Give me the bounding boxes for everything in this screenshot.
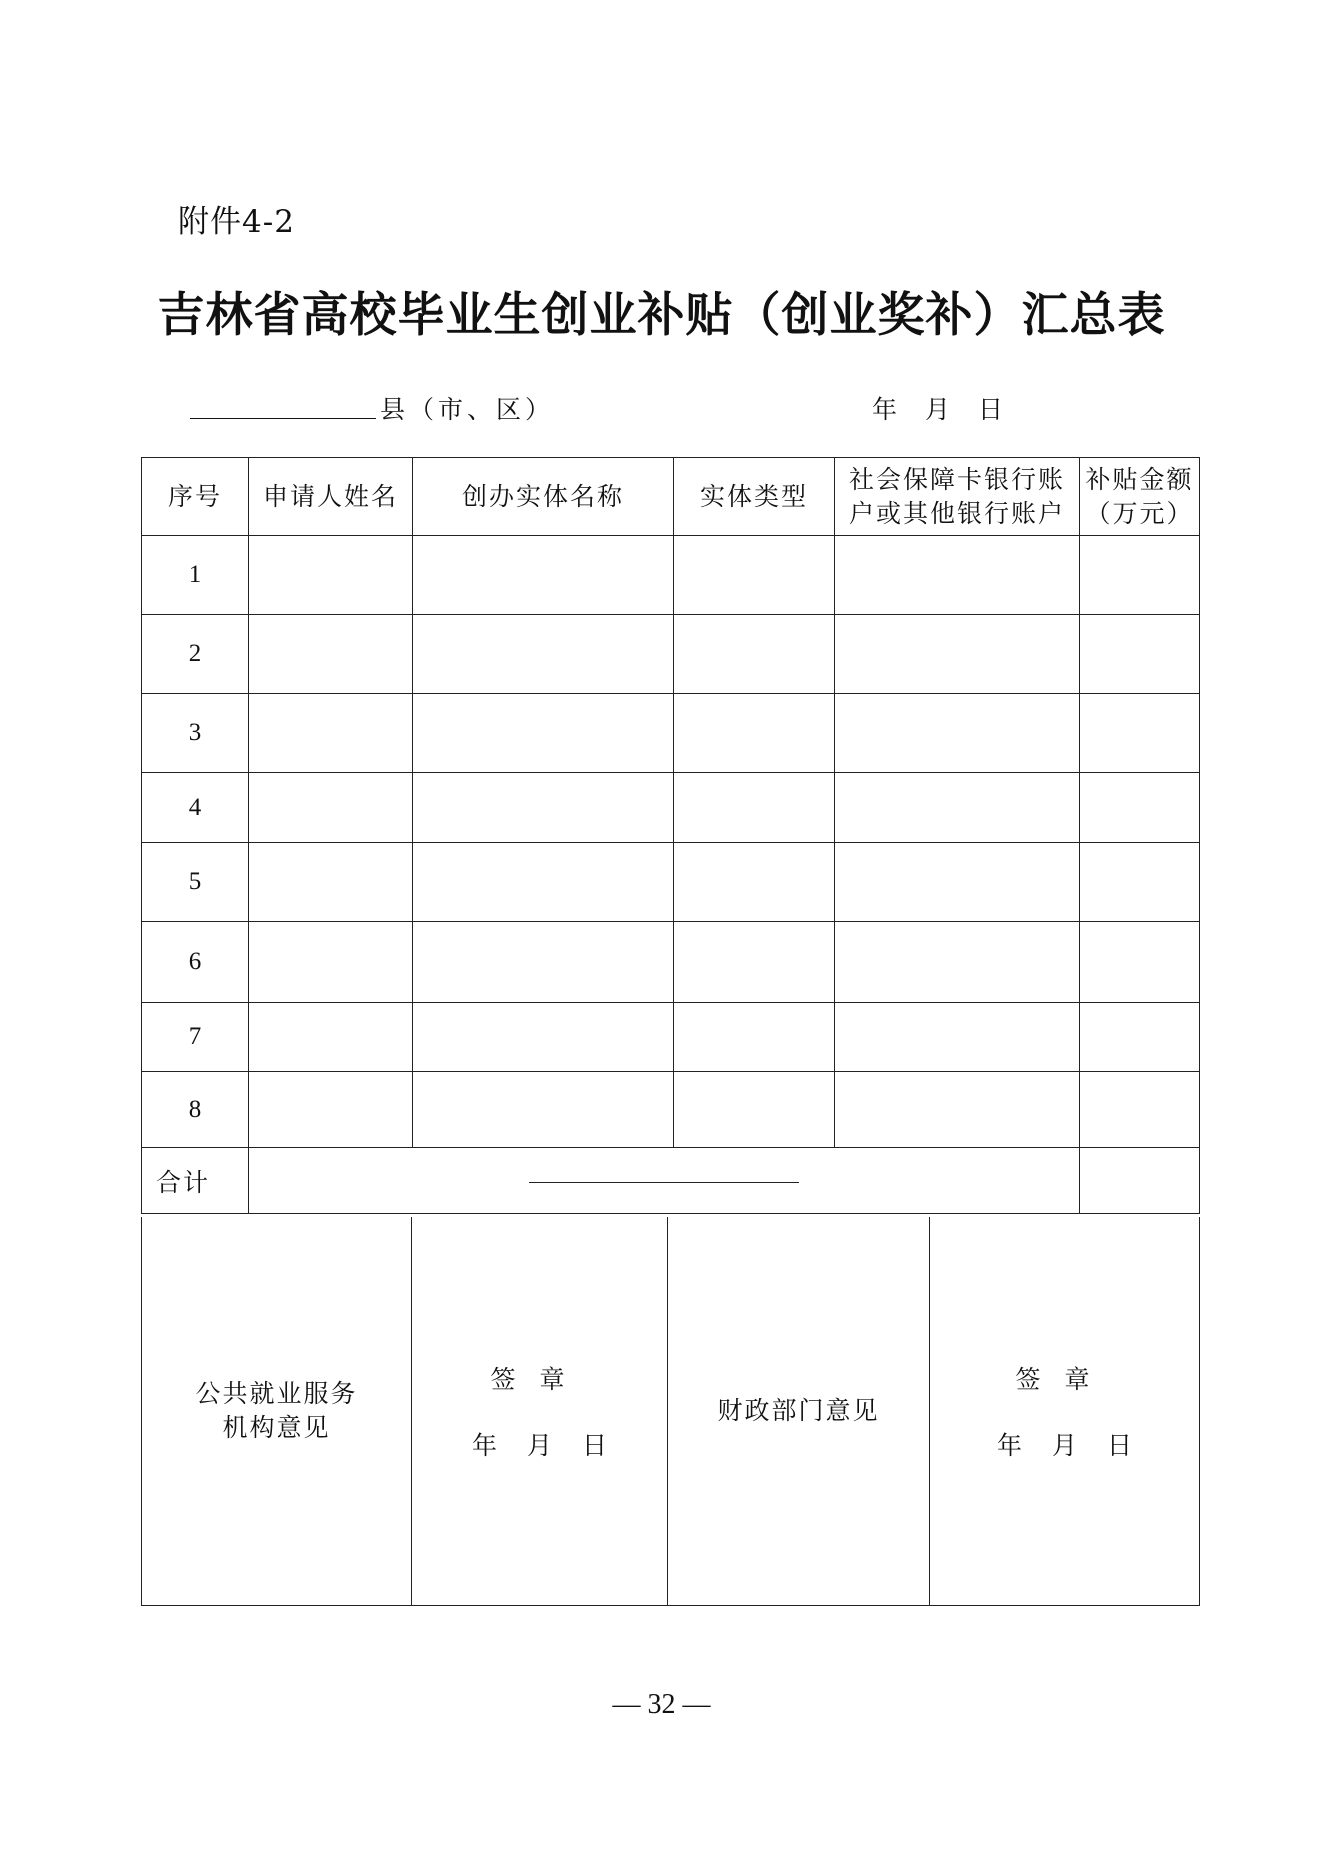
- cell-entity-name[interactable]: [413, 1003, 674, 1072]
- total-placeholder: [249, 1148, 1080, 1214]
- cell-bank-account[interactable]: [835, 615, 1080, 694]
- table-row: [142, 1072, 1200, 1148]
- row-number: 8: [142, 1072, 249, 1148]
- row-number: 7: [142, 1003, 249, 1072]
- cell-entity-name[interactable]: [413, 922, 674, 1003]
- stamp-label: 签章: [1015, 1365, 1114, 1394]
- sign-date: [413, 1426, 666, 1462]
- date-month: 月: [925, 395, 951, 424]
- county-label: 县（市、区）: [380, 395, 555, 424]
- table-row: [142, 1003, 1200, 1072]
- approval-table: [141, 1217, 1200, 1606]
- sign-date: [931, 1426, 1198, 1462]
- cell-bank-account[interactable]: [835, 694, 1080, 773]
- cell-entity-name[interactable]: [413, 694, 674, 773]
- row-number: 6: [142, 922, 249, 1003]
- cell-applicant-name[interactable]: [249, 536, 413, 615]
- cell-entity-name[interactable]: [413, 1072, 674, 1148]
- row-number: 5: [142, 843, 249, 922]
- cell-entity-type[interactable]: [674, 922, 835, 1003]
- header-bank-account-line2: 户或其他银行账户: [848, 498, 1065, 528]
- page-number: — 32 —: [612, 1689, 711, 1720]
- cell-bank-account[interactable]: [835, 1072, 1080, 1148]
- table-row: [142, 843, 1200, 922]
- cell-entity-name[interactable]: [413, 615, 674, 694]
- header-entity-name: 创办实体名称: [413, 458, 674, 536]
- header-amount-line1: 补贴金额: [1085, 464, 1194, 494]
- employment-opinion-line2: 机构意见: [222, 1413, 331, 1442]
- sign-year: 年: [997, 1431, 1023, 1460]
- row-number: 3: [142, 694, 249, 773]
- row-number: 1: [142, 536, 249, 615]
- sign-day: 日: [1106, 1431, 1132, 1460]
- finance-stamp-cell[interactable]: [930, 1217, 1200, 1606]
- total-label: 合计: [142, 1148, 249, 1214]
- cell-applicant-name[interactable]: [249, 922, 413, 1003]
- cell-subsidy-amount[interactable]: [1080, 1072, 1200, 1148]
- header-seq: 序号: [142, 458, 249, 536]
- table-row: [142, 694, 1200, 773]
- cell-applicant-name[interactable]: [249, 1072, 413, 1148]
- approval-row: [142, 1217, 1200, 1606]
- header-bank-account-line1: 社会保障卡银行账: [848, 464, 1065, 494]
- sign-month: 月: [1051, 1431, 1077, 1460]
- cell-subsidy-amount[interactable]: [1080, 536, 1200, 615]
- cell-applicant-name[interactable]: [249, 694, 413, 773]
- cell-applicant-name[interactable]: [249, 843, 413, 922]
- cell-entity-name[interactable]: [413, 843, 674, 922]
- employment-opinion-line1: 公共就业服务: [195, 1379, 358, 1408]
- header-bank-account: [835, 458, 1080, 536]
- sign-year: 年: [472, 1431, 498, 1460]
- document-title: 吉林省高校毕业生创业补贴（创业奖补）汇总表: [157, 288, 1166, 343]
- cell-entity-name[interactable]: [413, 773, 674, 843]
- table-row: [142, 773, 1200, 843]
- cell-entity-type[interactable]: [674, 773, 835, 843]
- header-subsidy-amount: [1080, 458, 1200, 536]
- header-amount-line2: （万元）: [1085, 498, 1194, 528]
- cell-entity-type[interactable]: [674, 536, 835, 615]
- cell-entity-type[interactable]: [674, 615, 835, 694]
- cell-subsidy-amount[interactable]: [1080, 843, 1200, 922]
- cell-entity-type[interactable]: [674, 1003, 835, 1072]
- employment-stamp-cell[interactable]: [412, 1217, 668, 1606]
- cell-subsidy-amount[interactable]: [1080, 615, 1200, 694]
- attachment-label: 附件4-2: [178, 204, 295, 240]
- table-header-row: [142, 458, 1200, 536]
- header-entity-type: 实体类型: [674, 458, 835, 536]
- cell-bank-account[interactable]: [835, 1003, 1080, 1072]
- cell-subsidy-amount[interactable]: [1080, 773, 1200, 843]
- sign-day: 日: [581, 1431, 607, 1460]
- header-date: [872, 390, 1031, 426]
- table-row: [142, 615, 1200, 694]
- header-applicant-name: 申请人姓名: [249, 458, 413, 536]
- date-day: 日: [978, 395, 1004, 424]
- row-number: 4: [142, 773, 249, 843]
- cell-entity-name[interactable]: [413, 536, 674, 615]
- cell-bank-account[interactable]: [835, 922, 1080, 1003]
- cell-entity-type[interactable]: [674, 843, 835, 922]
- stamp-label: 签章: [490, 1365, 589, 1394]
- table-row: [142, 536, 1200, 615]
- row-number: 2: [142, 615, 249, 694]
- sign-month: 月: [526, 1431, 552, 1460]
- cell-applicant-name[interactable]: [249, 1003, 413, 1072]
- date-year: 年: [872, 395, 898, 424]
- cell-total-amount[interactable]: [1080, 1148, 1200, 1214]
- cell-entity-type[interactable]: [674, 1072, 835, 1148]
- cell-bank-account[interactable]: [835, 536, 1080, 615]
- cell-subsidy-amount[interactable]: [1080, 1003, 1200, 1072]
- finance-opinion-label: 财政部门意见: [668, 1217, 930, 1606]
- county-fill-line: [190, 418, 376, 419]
- cell-subsidy-amount[interactable]: [1080, 694, 1200, 773]
- table-row: [142, 922, 1200, 1003]
- summary-table: [141, 457, 1200, 1214]
- cell-entity-type[interactable]: [674, 694, 835, 773]
- cell-bank-account[interactable]: [835, 843, 1080, 922]
- cell-applicant-name[interactable]: [249, 615, 413, 694]
- cell-applicant-name[interactable]: [249, 773, 413, 843]
- cell-subsidy-amount[interactable]: [1080, 922, 1200, 1003]
- cell-bank-account[interactable]: [835, 773, 1080, 843]
- total-dash-line: [529, 1182, 799, 1183]
- total-row: [142, 1148, 1200, 1214]
- employment-service-opinion-label: [142, 1217, 412, 1606]
